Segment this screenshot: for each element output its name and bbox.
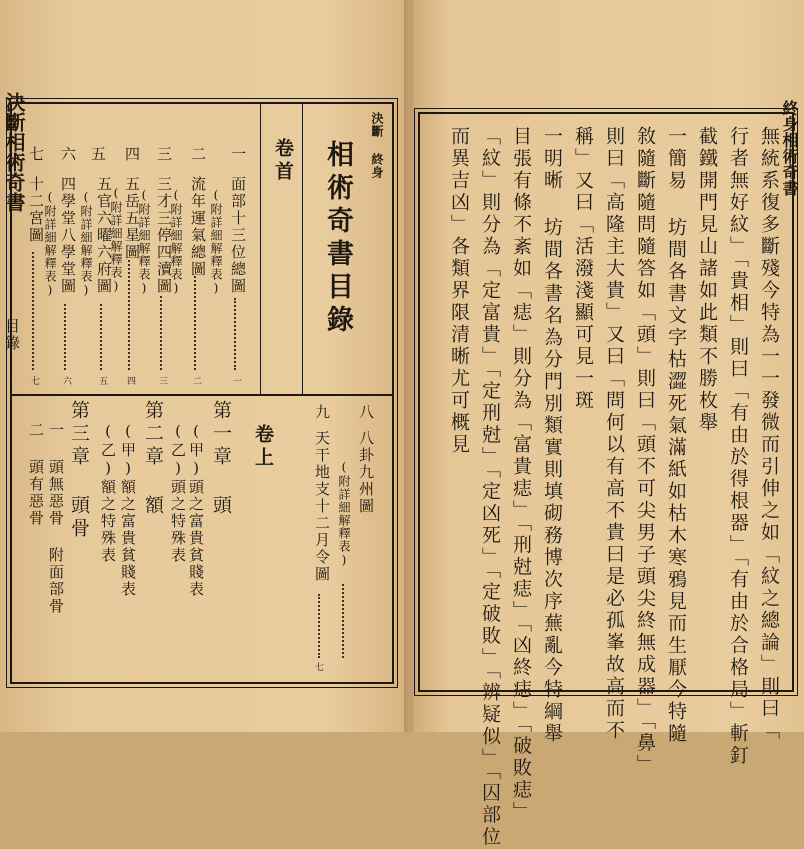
page-number: 三 bbox=[157, 376, 167, 385]
leader-dots bbox=[160, 296, 164, 370]
item-note: (附詳細解釋表) bbox=[43, 190, 57, 298]
item-note: (附詳細解釋表) bbox=[169, 188, 183, 296]
page-number: 六 bbox=[61, 376, 71, 385]
item-title: 五官六曜六府圖 bbox=[95, 176, 113, 295]
toc-horizontal-divider bbox=[12, 394, 392, 396]
page-number: 二 bbox=[191, 376, 201, 385]
page-number: 七 bbox=[313, 662, 323, 671]
item-title: 十二宮圖 bbox=[27, 176, 45, 244]
left-margin-title: 決斷相術奇書 bbox=[2, 92, 26, 212]
item-note: (附詳細解釋表) bbox=[137, 188, 151, 296]
page-number: 四 bbox=[125, 376, 135, 385]
body-column: 一明晰 坊間各書名為分門別類實則填砌務博次序蕪亂今特綱舉 bbox=[541, 126, 563, 745]
item-note: (附詳細解釋表) bbox=[209, 188, 223, 296]
item-number: 七 bbox=[27, 146, 45, 163]
item-title: 四學堂八學堂圖 bbox=[59, 176, 77, 295]
chapter-title: 第二章 額 bbox=[142, 400, 164, 518]
volume-divider bbox=[260, 104, 261, 394]
body-column: 一簡易 坊間各書文字枯澀死氣滿紙如枯木寒鴉見而生厭今特隨 bbox=[665, 126, 687, 745]
item-number: 六 bbox=[59, 146, 77, 163]
left-margin-label: 目錄 bbox=[3, 318, 21, 352]
chapter-title: 第一章 頭 bbox=[210, 400, 232, 518]
chapter-title: 第三章 頭骨 bbox=[68, 400, 90, 541]
body-column: 稱」又曰「活潑淺顯可見一斑 bbox=[572, 126, 594, 412]
body-frame bbox=[418, 112, 794, 849]
item-number: 二 bbox=[189, 146, 207, 163]
item-note: (附詳細解釋表) bbox=[109, 186, 123, 294]
item-number: 八 bbox=[357, 404, 375, 421]
chapter-subitem: (乙)頭之特殊表 bbox=[169, 422, 187, 564]
item-title: 面部十三位總圖 bbox=[229, 176, 247, 295]
body-column: 無統系復多斷殘今特為一一發微而引伸之如「紋之總論」則曰「 bbox=[758, 126, 780, 742]
series-prefix: 決斷 終身 bbox=[370, 112, 384, 179]
item-title: 三才三停四瀆圖 bbox=[155, 176, 173, 295]
body-column: 「紋」則分為「定富貴」「定刑尅」「定凶死」「定破敗」「辨疑似」「囚部位 bbox=[479, 126, 501, 849]
item-title: 天干地支十二月令圖 bbox=[313, 430, 331, 583]
leader-dots bbox=[100, 304, 104, 370]
leader-dots bbox=[128, 260, 132, 370]
right-page bbox=[410, 0, 804, 849]
page-number: 七 bbox=[29, 376, 39, 385]
chapter-subitem: 一 頭無惡骨 附面部骨 bbox=[47, 422, 65, 615]
chapter-subitem: (甲)額之富貴貧賤表 bbox=[119, 422, 137, 598]
chapter-subitem: 二 頭有惡骨 bbox=[27, 422, 45, 527]
item-note: (附詳細解釋表) bbox=[79, 190, 93, 298]
body-column: 行者無好紋」「貴相」則曰「有由於得根器」「有由於合格局」斬釘 bbox=[727, 126, 749, 767]
body-column: 則曰「高隆主大貴」又曰「問何以有高不貴曰是必孤峯故高而不 bbox=[603, 126, 625, 742]
volume-head: 卷首 bbox=[272, 138, 294, 184]
book-title: 相術奇書目錄 bbox=[322, 140, 353, 338]
page-number: 一 bbox=[231, 376, 241, 385]
item-title: 五岳五星圖 bbox=[123, 176, 141, 261]
item-title: 八卦九州圖 bbox=[357, 430, 375, 515]
item-number: 九 bbox=[313, 404, 331, 421]
page-number: 五 bbox=[97, 376, 107, 385]
body-column: 截鐵開門見山諸如此類不勝枚舉 bbox=[696, 126, 718, 434]
item-number: 三 bbox=[155, 146, 173, 163]
book-gutter bbox=[404, 0, 414, 732]
left-page bbox=[0, 0, 410, 732]
chapter-subitem: (乙)額之特殊表 bbox=[99, 422, 117, 564]
title-divider bbox=[302, 104, 303, 394]
volume-up-heading: 卷上 bbox=[252, 424, 274, 470]
chapter-subitem: (甲)頭之富貴貧賤表 bbox=[187, 422, 205, 598]
item-note: (附詳細解釋表) bbox=[337, 460, 351, 568]
item-number: 一 bbox=[229, 146, 247, 163]
leader-dots bbox=[32, 252, 36, 370]
leader-dots bbox=[194, 276, 198, 370]
right-margin-title: 終身相術奇書 bbox=[780, 100, 799, 196]
leader-dots bbox=[64, 304, 68, 370]
body-column: 而異吉凶」各類界限清晰尤可概見 bbox=[448, 126, 470, 456]
leader-dots bbox=[342, 584, 346, 658]
leader-dots bbox=[318, 594, 322, 658]
item-number: 五 bbox=[89, 146, 107, 163]
toc-frame bbox=[10, 102, 394, 684]
item-number: 四 bbox=[123, 146, 141, 163]
item-title: 流年運氣總圖 bbox=[189, 176, 207, 278]
body-column: 目張有條不紊如「痣」則分為「富貴痣」「刑尅痣」「凶終痣」「破敗痣」 bbox=[510, 126, 532, 824]
body-column: 敘隨斷隨問隨答如「頭」則曰「頭不可尖男子頭尖終無成器」「鼻」 bbox=[634, 126, 656, 777]
leader-dots bbox=[234, 298, 238, 370]
